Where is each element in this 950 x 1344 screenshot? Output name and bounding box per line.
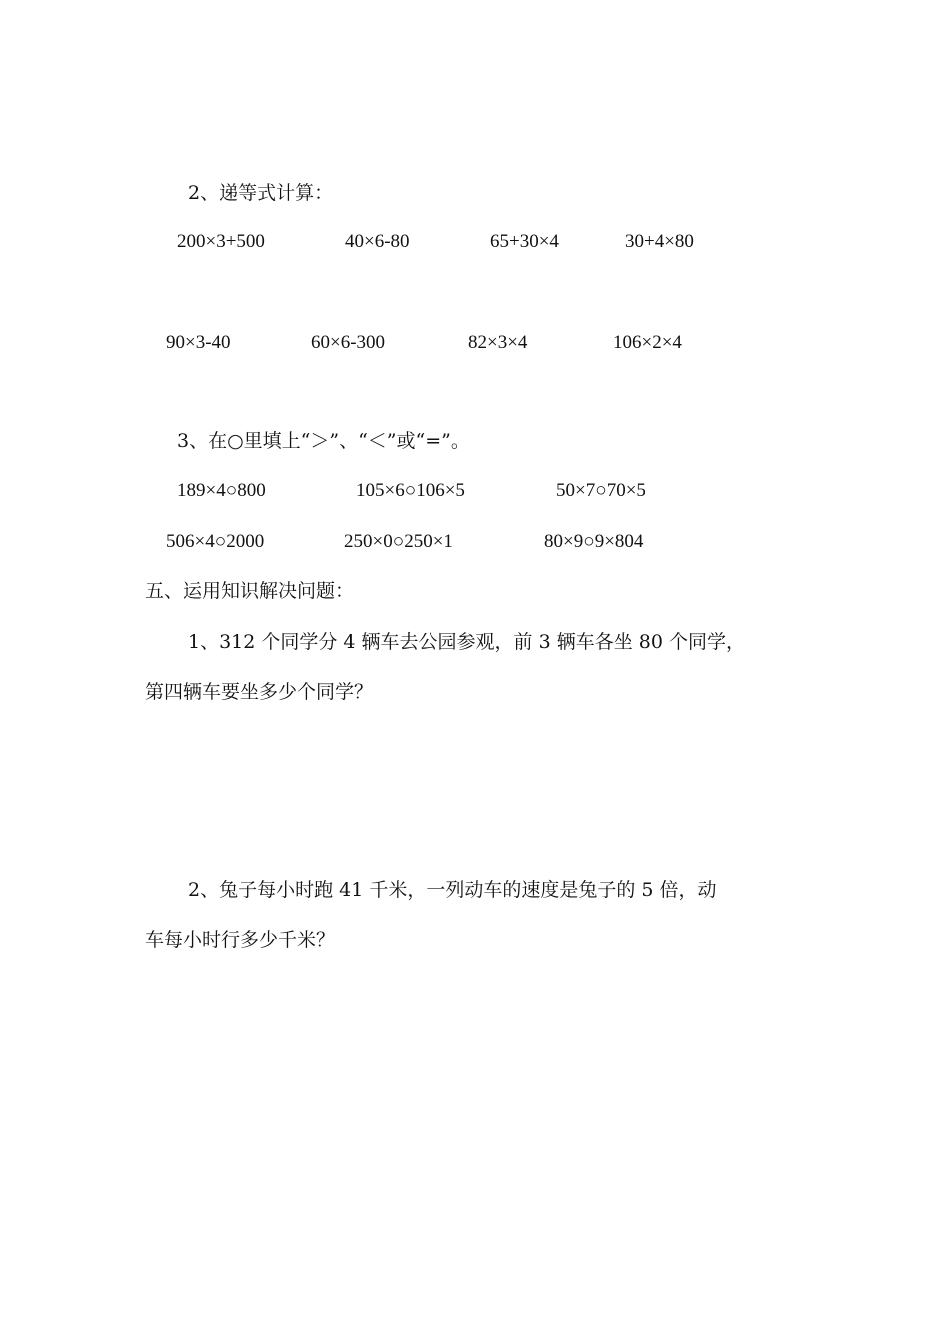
problem-2-line-2: 车每小时行多少千米？ [145, 929, 336, 951]
problem-1-line-1: 1、312 个同学分 4 辆车去公园参观，前 3 辆车各坐 80 个同学， [188, 631, 745, 653]
calc-expression: 65+30×4 [490, 231, 559, 252]
calc-expression: 200×3+500 [177, 231, 265, 252]
compare-item: 189×4○800 [177, 480, 266, 501]
problem-1-line-2: 第四辆车要坐多少个同学？ [145, 681, 374, 703]
compare-item: 50×7○70×5 [556, 480, 646, 501]
compare-item: 80×9○9×804 [544, 531, 644, 552]
section-5-title: 五、运用知识解决问题： [145, 580, 355, 602]
problem-2-line-1: 2、兔子每小时跑 41 千米，一列动车的速度是兔子的 5 倍，动 [188, 879, 717, 901]
compare-item: 250×0○250×1 [344, 531, 453, 552]
compare-item: 105×6○106×5 [356, 480, 465, 501]
calc-expression: 60×6-300 [311, 332, 386, 353]
calc-expression: 82×3×4 [468, 332, 528, 353]
calc-expression: 90×3-40 [166, 332, 231, 353]
section-2-title: 2、递等式计算： [188, 182, 334, 204]
section-3-title: 3、在○里填上“＞”、“＜”或“=”。 [177, 430, 470, 452]
compare-item: 506×4○2000 [166, 531, 265, 552]
calc-expression: 30+4×80 [625, 231, 694, 252]
calc-expression: 40×6-80 [345, 231, 410, 252]
calc-expression: 106×2×4 [613, 332, 682, 353]
